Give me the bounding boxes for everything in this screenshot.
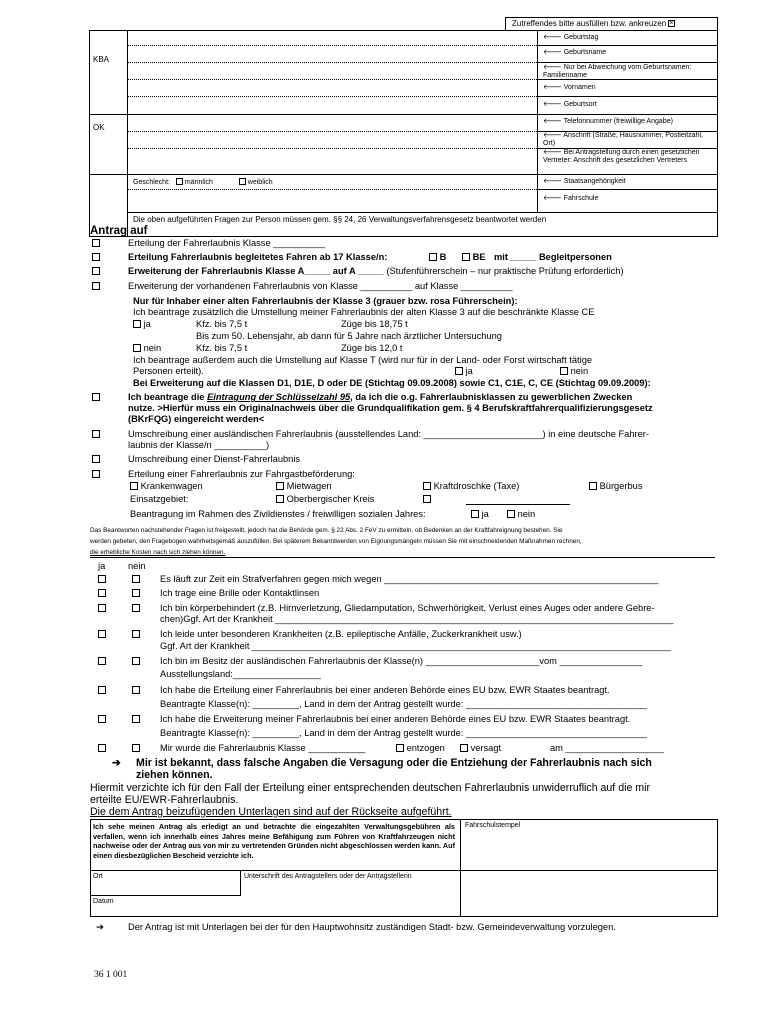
checkbox-b[interactable] — [429, 253, 437, 261]
item-sz95: Ich beantrage die Eintragung der Schlüsselzahl 95, da ich die o.g. Fahrerlaubnisklassen zu gewerblichen Zwecken — [92, 392, 100, 403]
field-telefon: 🡐 Telefonnummer (freiwillige Angabe) — [543, 118, 673, 125]
item-fahrgast: Erteilung einer Fahrerlaubnis zur Fahrgastbeförderung: — [92, 469, 100, 480]
ort-label: Ort — [93, 873, 103, 880]
fahrschulstempel-label: Fahrschulstempel — [465, 822, 521, 829]
klasse3-title: Nur für Inhaber einer alten Fahrerlaubnis der Klasse 3 (grauer bzw. rosa Führerschein): — [133, 296, 518, 306]
checkbox-zivi-ja[interactable] — [471, 510, 479, 518]
q2-nein[interactable] — [132, 589, 140, 597]
submission-note: ➔ Der Antrag ist mit Unterlagen bei der für den Hauptwohnsitz zuständigen Stadt- bzw. Gemeindeverwaltung vorzulegen. — [96, 922, 616, 932]
q8-nein[interactable] — [132, 744, 140, 752]
q3-ja[interactable] — [98, 604, 106, 612]
q5-nein[interactable] — [132, 657, 140, 665]
checkbox-t-nein[interactable] — [560, 367, 568, 375]
checkbox-versagt[interactable] — [460, 744, 468, 752]
sz95-line2: nutze. >Hierfür muss ein Originalnachweis über die Grundqualifikation gem. § 4 Berufskraftfahrerqualifizierungsgesetz — [128, 403, 653, 413]
q7-ja[interactable] — [98, 715, 106, 723]
q5-ja[interactable] — [98, 657, 106, 665]
q4-nein[interactable] — [132, 630, 140, 638]
zivi-row: Beantragung im Rahmen des Zivildienstes / freiwilligen sozialen Jahres: ja nein — [130, 509, 536, 519]
question-5: Ich bin im Besitz der ausländischen Fahrerlaubnis der Klasse(n) ______________________vom ________________ Ausstellungsland:_________________ — [98, 656, 140, 667]
klasse-t-text: Ich beantrage außerdem auch die Umstellung auf Klasse T (wird nur für in der Land- oder Forst wirtschaft tätige — [133, 355, 593, 365]
gender-row: Geschlecht: männlich weiblich — [133, 179, 273, 186]
header-footnote: Die oben aufgeführten Fragen zur Person müssen gem. §§ 24, 26 Verwaltungsverfahrensgesetz beantwortet werden — [133, 215, 547, 224]
q3-nein[interactable] — [132, 604, 140, 612]
q1-ja[interactable] — [98, 575, 106, 583]
einsatz-other-field[interactable] — [466, 504, 570, 505]
female-checkbox[interactable] — [239, 178, 246, 185]
field-vertreter: 🡐 Bei Antragstellung durch einen gesetzlichen Vertreter: Anschrift des gesetzlichen Vertreters — [543, 149, 700, 164]
q1-nein[interactable] — [132, 575, 140, 583]
klasse3-nein-row: nein Kfz. bis 7,5 t Züge bis 12,0 t — [133, 343, 533, 354]
q7-nein[interactable] — [132, 715, 140, 723]
item-bf17: Erteilung Fahrerlaubnis begleitetes Fahren ab 17 Klasse/n: B BE mit _____ Begleitpersonen — [92, 252, 100, 263]
datum-label: Datum — [93, 898, 114, 905]
checkbox-umschreibung-ausl[interactable] — [92, 430, 100, 438]
unterschrift-label: Unterschrift des Antragstellers oder der Antragstellerin — [244, 873, 412, 880]
checkbox-stufen[interactable] — [92, 267, 100, 275]
question-4: Ich leide unter besonderen Krankheiten (z.B. epileptische Anfälle, Zuckerkrankheit usw.) Ggf. Art der Krankheit _________________________________________________________________________________ — [98, 629, 140, 640]
checkbox-dienst[interactable] — [92, 455, 100, 463]
question-3: Ich bin körperbehindert (z.B. Hirnverletzung, Gliedamputation, Schwerhörigkeit, Verlust eines Auges oder andere Gebre- chen)Ggf. Art der Krankheit _____________________________________________________________________________ — [98, 603, 140, 614]
klasse3-ja-row: ja Kfz. bis 7,5 t Züge bis 18,75 t — [133, 319, 533, 330]
klasse3-50: Bis zum 50. Lebensjahr, ab dann für 5 Jahre nach ärztlicher Untersuchung — [196, 331, 502, 341]
q6-ja[interactable] — [98, 686, 106, 694]
item-erweiterung: Erweiterung der vorhandenen Fahrerlaubnis von Klasse __________ auf Klasse __________ — [92, 281, 100, 292]
field-staatsangehoerigkeit: 🡐 Staatsangehörigkeit — [543, 178, 626, 185]
checkbox-be[interactable] — [462, 253, 470, 261]
checkbox-mietwagen[interactable] — [276, 482, 284, 490]
q2-ja[interactable] — [98, 589, 106, 597]
stichtag-text: Bei Erweiterung auf die Klassen D1, D1E, D oder DE (Stichtag 09.09.2008) sowie C1, C1E, C, CE (Stichtag 09.09.2009): — [133, 378, 651, 388]
question-6: Ich habe die Erteilung einer Fahrerlaubnis bei einer anderen Behörde eines EU bzw. EWR Staates beantragt. Beantragte Klasse(n): _________, Land in dem der Antrag gestellt wurde: ___________________________________ — [98, 685, 140, 696]
antrag-title: Antrag auf — [90, 225, 148, 237]
checkbox-ce-nein[interactable] — [133, 344, 141, 352]
field-vornamen: 🡐 Vornamen — [543, 84, 596, 91]
q6-nein[interactable] — [132, 686, 140, 694]
checkbox-zivi-nein[interactable] — [507, 510, 515, 518]
sz95-line3: (BKrFQG) eingereicht werden< — [128, 414, 265, 424]
q4-ja[interactable] — [98, 630, 106, 638]
item-dienst: Umschreibung einer Dienst-Fahrerlaubnis — [92, 454, 100, 465]
checkbox-fahrgast[interactable] — [92, 470, 100, 478]
voluntary-note: Das Beantworten nachstehender Fragen ist freigestellt, jedoch hat die Behörde gem. § 22 Abs. 2 FeV zu ermitteln, ob Bedenken an der Kraftfahreignung bestehen. Sie werden gebeten, den Fragebogen wahrheitsgemäß auszufüllen. Bei späterem Bekanntwerden von Eignungsmängeln müssen Sie mit einschneidenden Maßnahmen rechnen, die erhebliche Kosten nach sich ziehen können. — [90, 527, 582, 556]
arrow-right-icon: ➔ — [96, 922, 104, 932]
question-2: Ich trage eine Brille oder Kontaktlinsen — [98, 588, 140, 599]
verzicht-text: Ich sehe meinen Antrag als erledigt an und betrachte die eingezahlten Verwaltungsgebühren als verfallen, wenn ich innerhalb eines Jahres meine Befähigung zum Führen von Kraftfahrzeugen nicht nachweise oder der Antrag aus von mir zu vertretenden Gründen nicht abgeschlossen werden kann. Auf einen diesbezüglichen Bescheid verzichte ich. — [93, 822, 455, 860]
ok-label: OK — [93, 123, 105, 132]
jn-header: ja nein — [98, 561, 146, 571]
declaration-warning: ➔ Mir ist bekannt, dass falsche Angaben die Versagung oder die Entziehung der Fahrerlaubnis nach sich ziehen können. — [112, 757, 652, 781]
item-erteilung: Erteilung der Fahrerlaubnis Klasse __________ — [92, 238, 100, 249]
checkbox-krankenwagen[interactable] — [130, 482, 138, 490]
field-geburtsname: 🡐 Geburtsname — [543, 49, 607, 56]
klasse3-text: Ich beantrage zusätzlich die Umstellung meiner Fahrerlaubnis der alten Klasse 3 auf die beschränkte Klasse CE — [133, 307, 595, 317]
crossed-box-icon: × — [669, 20, 674, 27]
checkbox-erteilung[interactable] — [92, 239, 100, 247]
checkbox-t-ja[interactable] — [455, 367, 463, 375]
checkbox-sz95[interactable] — [92, 393, 100, 401]
checkbox-entzogen[interactable] — [396, 744, 404, 752]
field-familienname: 🡐 Nur bei Abweichung vom Geburtsnamen: Familienname — [543, 64, 692, 79]
kba-label: KBA — [93, 55, 110, 64]
male-checkbox[interactable] — [176, 178, 183, 185]
arrow-right-icon: ➔ — [112, 757, 121, 769]
klasse-t-row: Personen erteilt). ja nein — [133, 366, 589, 376]
item-stufen: Erweiterung der Fahrerlaubnis Klasse A_____ auf A _____ (Stufenführerschein – nur praktische Prüfung erforderlich) — [92, 266, 100, 277]
checkbox-einsatz-other[interactable] — [423, 495, 431, 503]
item-umschreibung-ausl: Umschreibung einer ausländischen Fahrerlaubnis (ausstellendes Land: _______________________) in eine deutsche Fahrer- — [92, 429, 100, 440]
question-7: Ich habe die Erweiterung meiner Fahrerlaubnis bei einer anderen Behörde eines EU bzw. EWR Staates beantragt. Beantragte Klasse(n): _________, Land in dem der Antrag gestellt wurde: ___________________________________ — [98, 714, 140, 725]
question-8: Mir wurde die Fahrerlaubnis Klasse ___________ entzogen versagt am ___________________ — [98, 743, 698, 754]
field-fahrschule: 🡐 Fahrschule — [543, 195, 599, 202]
umschreibung-line2: laubnis der Klasse/n __________) — [128, 440, 270, 450]
fahrgast-types: Krankenwagen Mietwagen Kraftdroschke (Taxe) Bürgerbus — [130, 481, 690, 492]
form-number: 36 1 001 — [94, 970, 128, 980]
checkbox-obk[interactable] — [276, 495, 284, 503]
einsatzgebiet-row: Einsatzgebiet: Oberbergischer Kreis — [130, 494, 600, 505]
question-1: Es läuft zur Zeit ein Strafverfahren gegen mich wegen _____________________________________________________ — [98, 574, 140, 585]
q8-ja[interactable] — [98, 744, 106, 752]
fill-instruction: Zutreffendes bitte ausfüllen bzw. ankreuzen × — [512, 19, 674, 28]
checkbox-bf17[interactable] — [92, 253, 100, 261]
checkbox-erweiterung[interactable] — [92, 282, 100, 290]
declaration-verzicht: Hiermit verzichte ich für den Fall der Erteilung einer entsprechenden deutschen Fahrerlaubnis unwiderruflich auf die mir erteilte EU/EWR-Fahrerlaubnis. Die dem Antrag beizufügenden Unterlagen sind auf der Rückseite aufgeführt. — [90, 782, 650, 818]
checkbox-buergerbus[interactable] — [589, 482, 597, 490]
field-anschrift: 🡐 Anschrift (Straße, Hausnummer, Postleitzahl, Ort) — [543, 132, 704, 147]
checkbox-ce-ja[interactable] — [133, 320, 141, 328]
field-geburtstag: 🡐 Geburtstag — [543, 34, 599, 41]
field-geburtsort: 🡐 Geburtsort — [543, 101, 597, 108]
checkbox-taxi[interactable] — [423, 482, 431, 490]
